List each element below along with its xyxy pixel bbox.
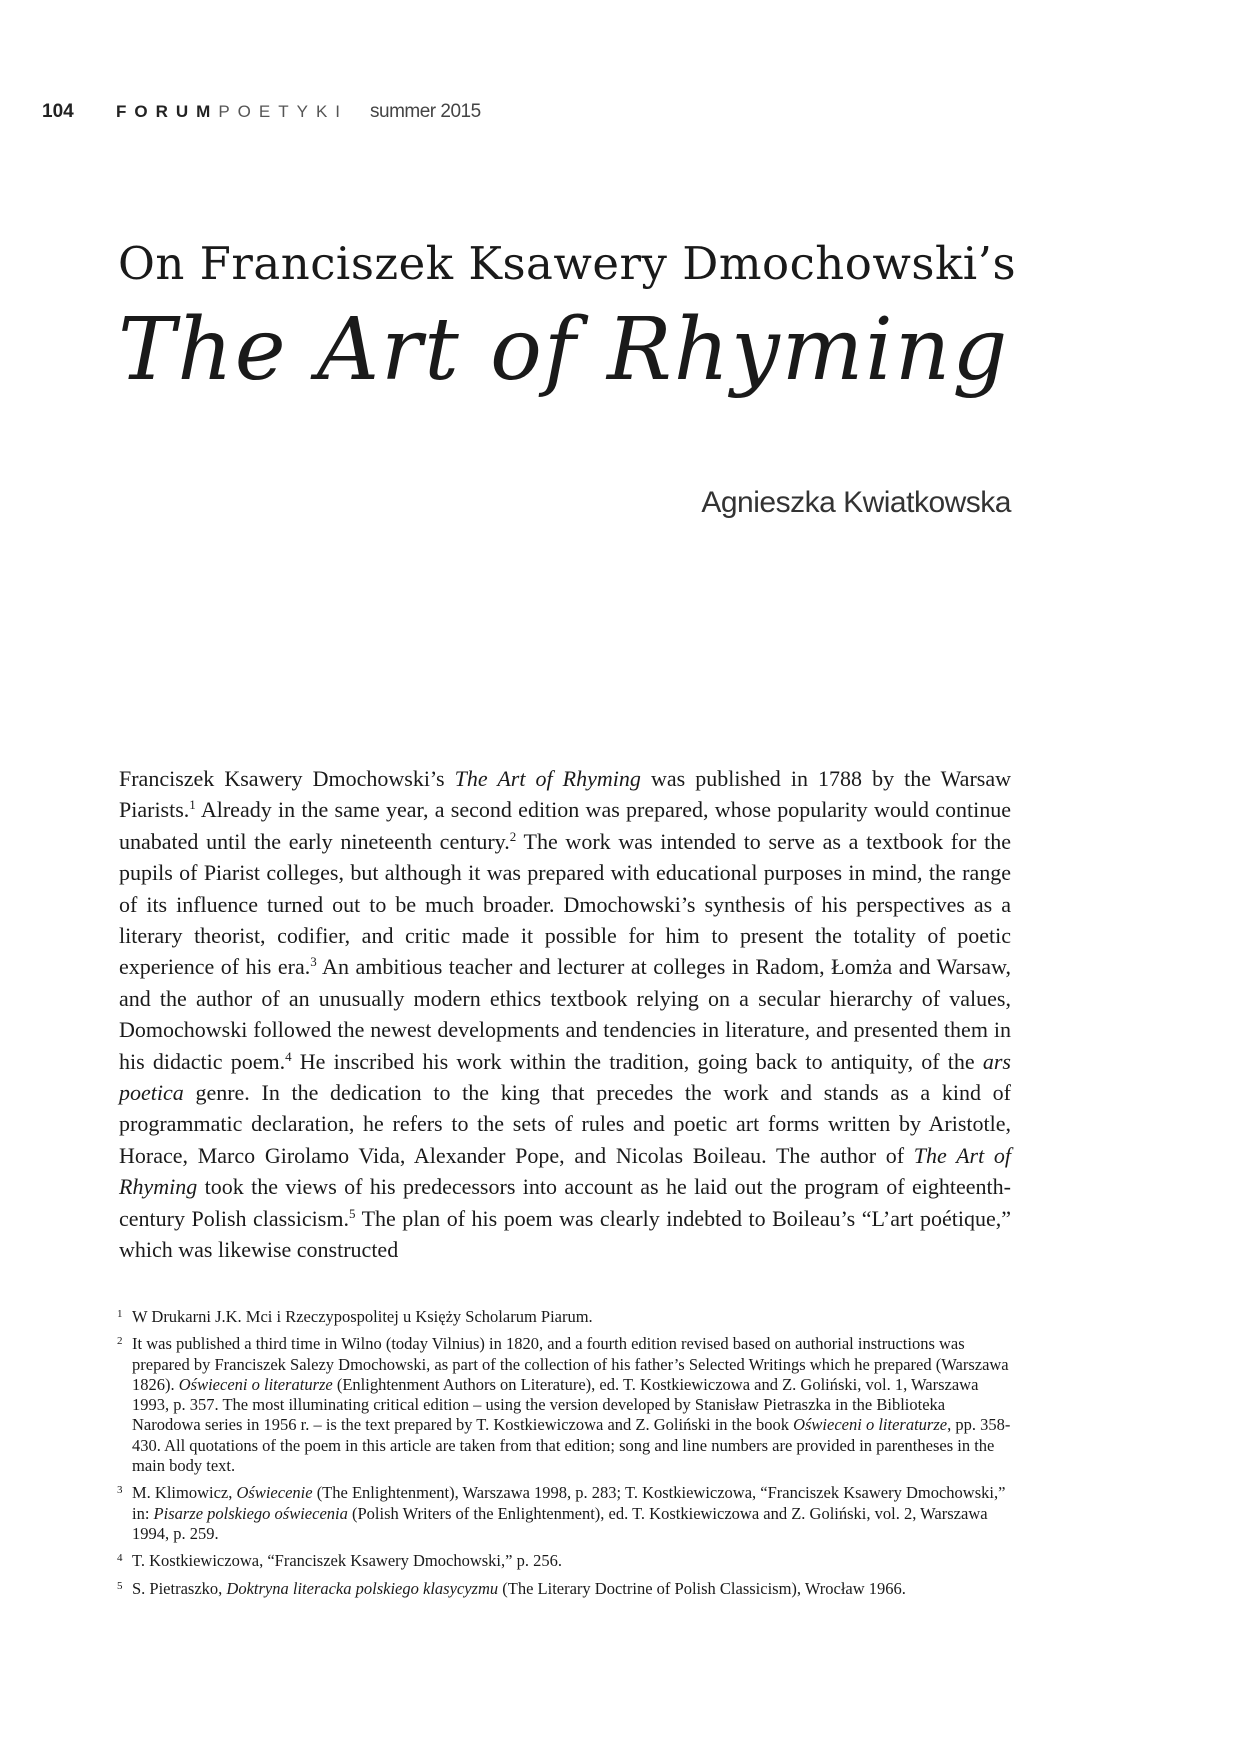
text-run: W Drukarni J.K. Mci i Rzeczypospolitej u Księży Scholarum Piarum. [132, 1307, 593, 1326]
text-run: The work was intended to serve as a textbook for the pupils of Piarist colleges, but although it was prepared with educational purposes in mind, the range of its influence turned out to be much broader. Dmochowski’s synthesis of his perspectives as a literary theorist, codifier, and critic made it possible for him to present the totality of poetic experience of his era. [119, 828, 1011, 980]
journal-name-poetyki: POETYKI [218, 102, 349, 121]
text-run: (Polish Writers of the Enlightenment), ed. T. Kostkiewiczowa and Z. Goliński, vol. 2, Warszawa 1994, p. 259. [132, 1503, 988, 1543]
footnote [119, 1334, 1011, 1476]
footnote [119, 1551, 1011, 1571]
article-title [118, 236, 1018, 400]
text-run: M. Klimowicz, [132, 1483, 237, 1503]
issue-label: summer 2015 [370, 101, 481, 122]
text-run: He inscribed his work within the tradition, going back to antiquity, of the [291, 1048, 983, 1074]
footnote-number: 1 [117, 1308, 123, 1320]
italic-text: Oświecenie [236, 1483, 313, 1503]
footnotes [119, 1307, 1011, 1606]
text-run: It was published a third time in Wilno (today Vilnius) in 1820, and a fourth edition revised based on authorial instructions was prepared by Franciszek Salezy Dmochowski, as part of the collection of his father’s Selected Writings which he prepared (Warszawa 1826). [132, 1334, 1009, 1394]
footnote-ref: 5 [348, 1205, 356, 1221]
italic-text: Oświeceni o literaturze [178, 1374, 333, 1394]
journal-name-forum: FORUM [116, 102, 219, 121]
italic-text: Doktryna literacka polskiego klasycyzmu [226, 1578, 499, 1598]
title-line-1: On Franciszek Ksawery Dmochowski’s [118, 237, 1017, 290]
text-run: (Enlightenment Authors on Literature), ed. T. Kostkiewiczowa and Z. Goliński, vol. 1, Warszawa 1993, p. 357. The most illuminating critical edition – using the version developed by Stanisław Pietraszka in the Biblioteka Narodowa series in 1956 r. – is the text prepared by T. Kostkiewiczowa and Z. Goliński in the book [132, 1374, 979, 1435]
author-name: Agnieszka Kwiatkowska [701, 486, 1011, 519]
text-run: S. Pietraszko, [132, 1578, 227, 1598]
text-run: (The Literary Doctrine of Polish Classicism), Wrocław 1966. [498, 1578, 906, 1598]
text-run: , pp. 358-430. All quotations of the poem in this article are taken from that edition; song and line numbers are provided in parentheses in the main body text. [132, 1415, 1011, 1476]
text-run: T. Kostkiewiczowa, “Franciszek Ksawery Dmochowski,” p. 256. [132, 1551, 562, 1571]
italic-text: The Art of Rhyming [454, 766, 641, 791]
footnote-ref: 2 [509, 828, 517, 844]
footnote-ref: 3 [310, 954, 317, 970]
italic-text: The Art of Rhyming [119, 1142, 1011, 1200]
text-run: An ambitious teacher and lecturer at colleges in Radom, Łomża and Warsaw, and the author of an unusually modern ethics textbook relying on a secular hierarchy of values, Domochowski followed the newest developments and tendencies in literature, and presented them in his didactic poem. [119, 954, 1011, 1074]
title-line-2: The Art of Rhyming [118, 300, 1010, 400]
footnote [119, 1483, 1011, 1544]
text-run: Franciszek Ksawery Dmochowski’s [119, 766, 455, 791]
running-head [42, 101, 481, 125]
text-run: genre. In the dedication to the king that precedes the work and stands as a kind of programmatic declaration, he refers to the sets of rules and poetic art forms written by Aristotle, Horace, Marco Girolamo Vida, Alexander Pope, and Nicolas Boileau. The author of [119, 1080, 1011, 1168]
footnote-number: 3 [117, 1484, 123, 1497]
italic-text: Pisarze polskiego oświecenia [153, 1503, 348, 1523]
page-number: 104 [42, 101, 74, 122]
text-run: was published in 1788 by the Warsaw Piarists. [119, 766, 1011, 823]
footnote-ref: 1 [189, 797, 196, 813]
footnote-number: 2 [117, 1335, 123, 1348]
footnote [119, 1579, 1011, 1599]
italic-text: Oświeceni o literaturze [793, 1415, 948, 1435]
footnote-ref: 4 [285, 1048, 292, 1064]
text-run: (The Enlightenment), Warszawa 1998, p. 283; T. Kostkiewiczowa, “Franciszek Ksawery Dmochowski,” in: [132, 1483, 1006, 1523]
text-run: took the views of his predecessors into account as he laid out the program of eighteenth-century Polish classicism. [119, 1174, 1011, 1231]
text-run: Already in the same year, a second edition was prepared, whose popularity would continue unabated until the early nineteenth century. [119, 797, 1011, 854]
footnote-number: 4 [117, 1552, 123, 1565]
footnote [119, 1307, 1011, 1327]
text-run: The plan of his poem was clearly indebted to Boileau’s “L’art poétique,” which was likewise constructed [119, 1205, 1011, 1263]
italic-text: ars poetica [119, 1048, 1011, 1106]
body-paragraph [119, 763, 1011, 1266]
footnote-number: 5 [117, 1579, 123, 1592]
